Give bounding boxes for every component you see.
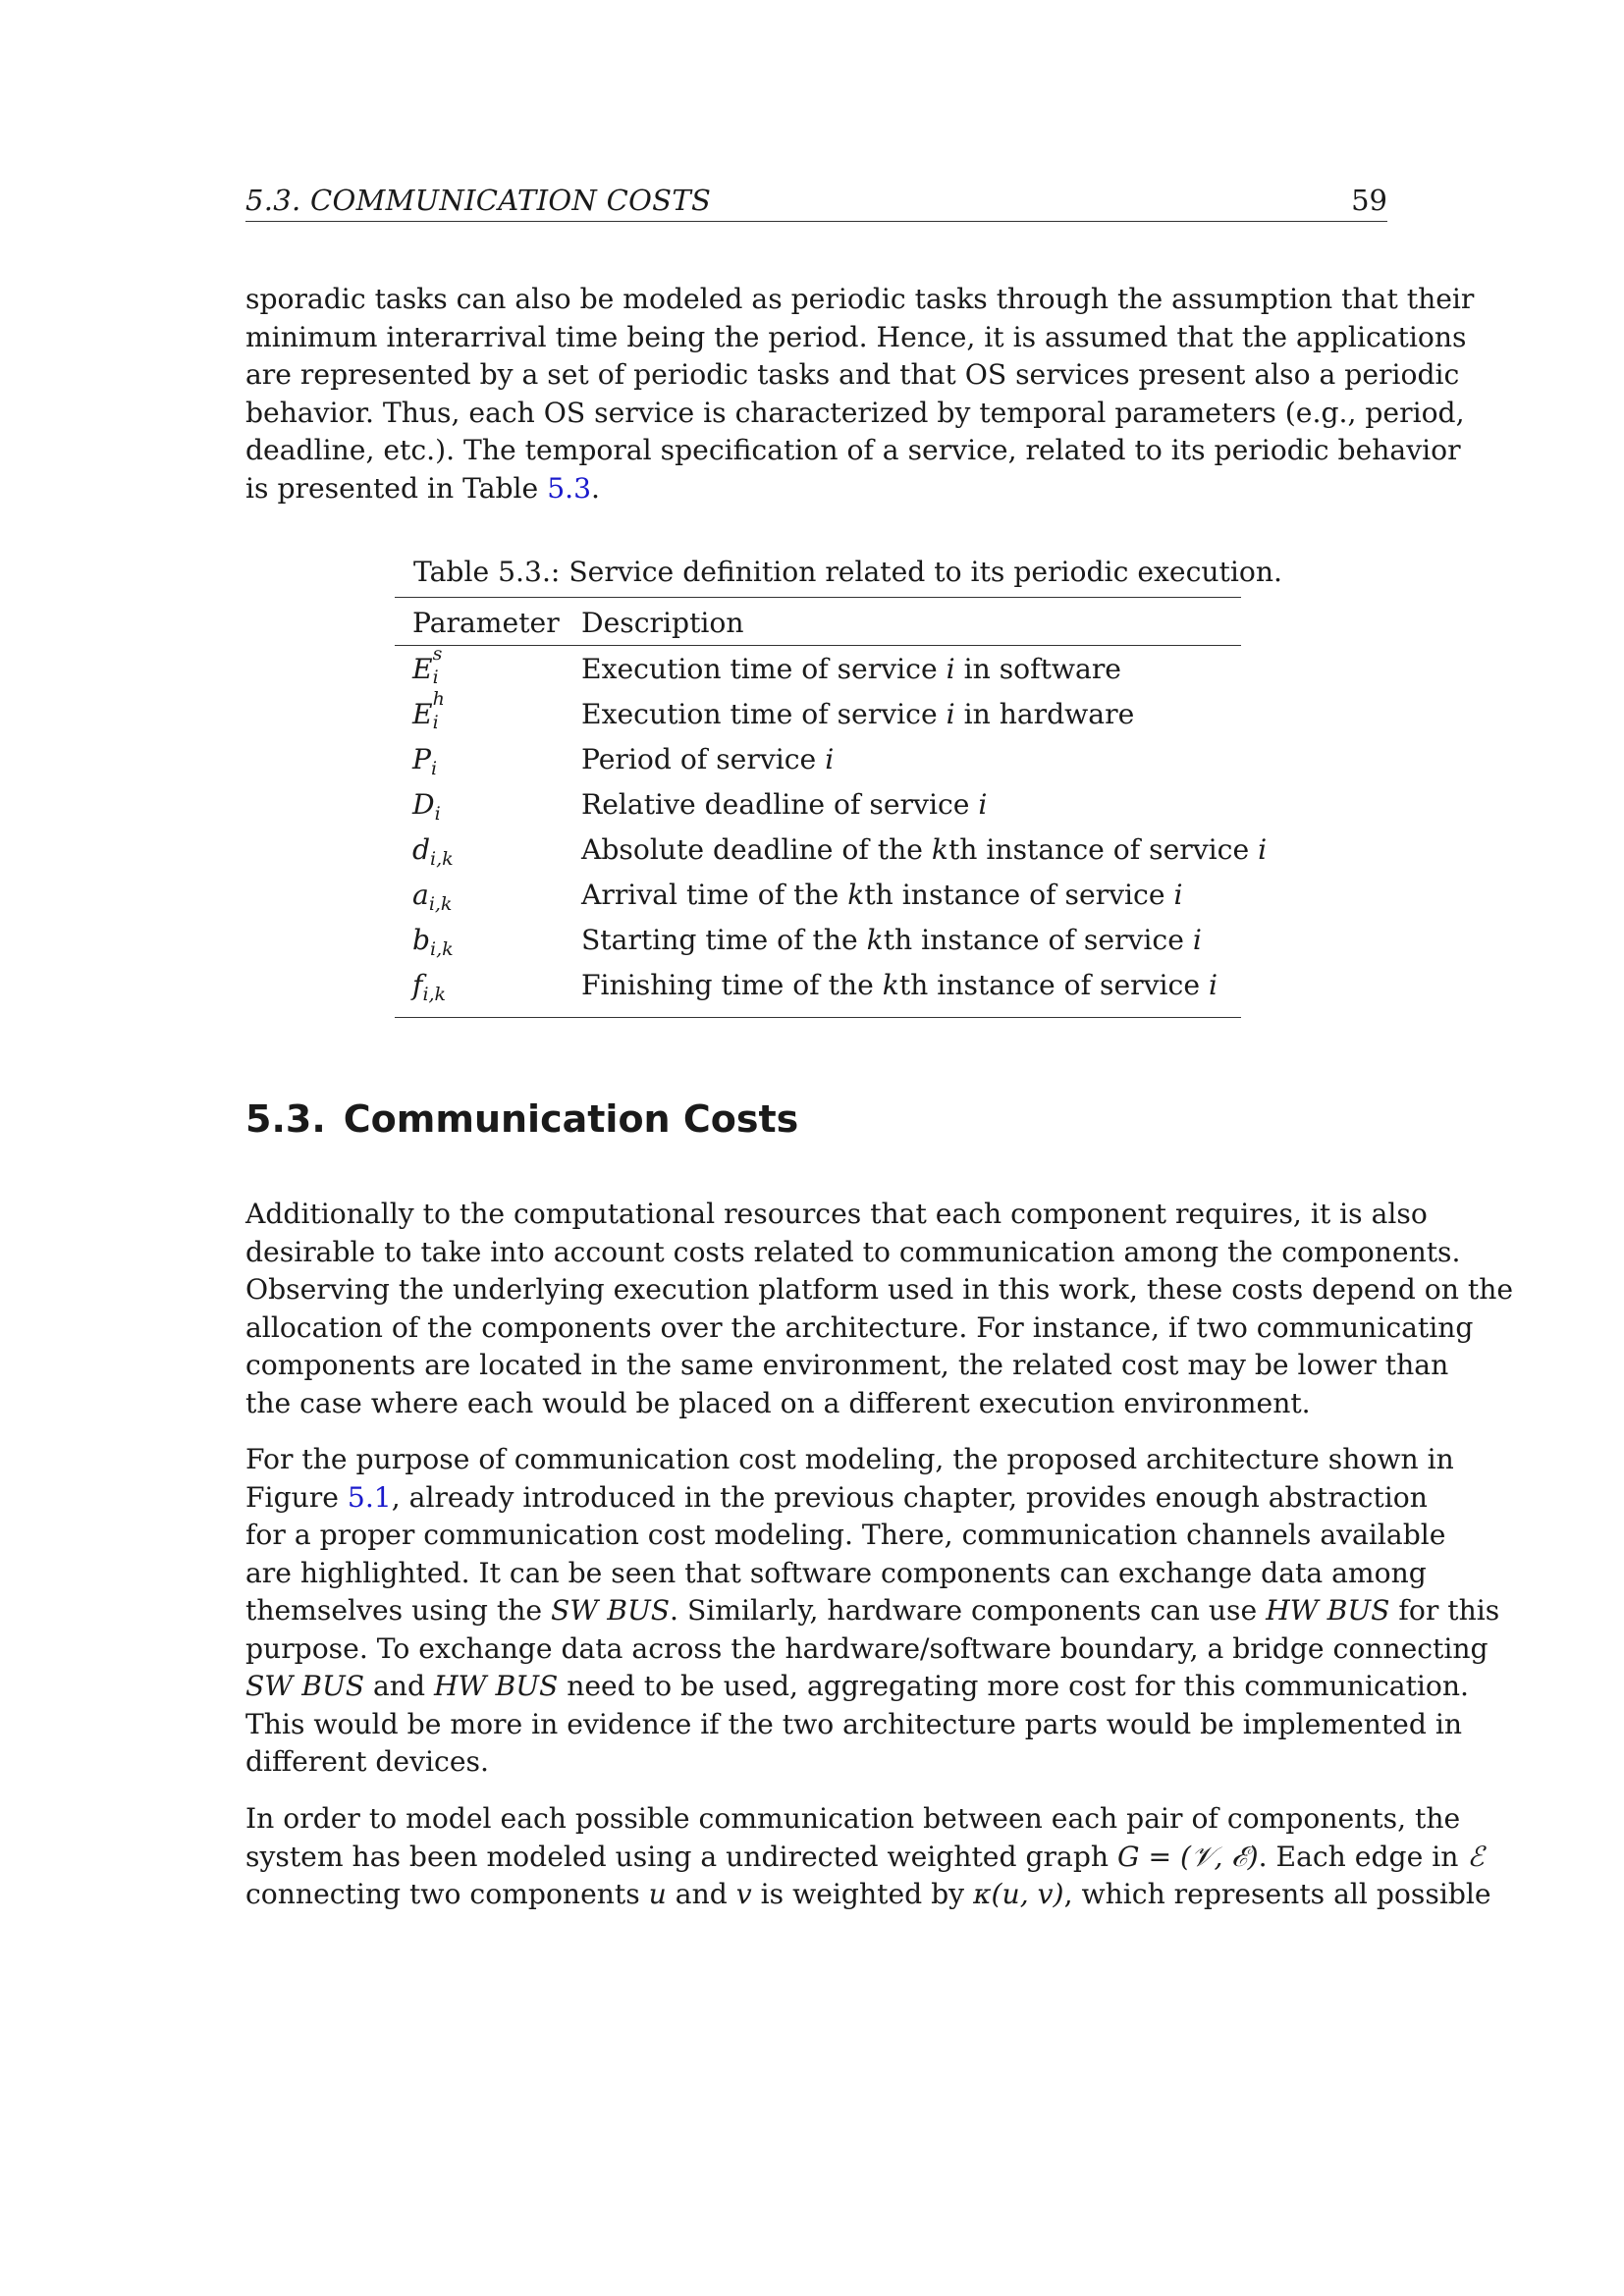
desc-math: i xyxy=(1208,969,1218,1001)
symbol-base: d xyxy=(412,833,431,866)
table-row xyxy=(395,743,1241,788)
desc-text: th instance of service xyxy=(947,833,1259,866)
text-fragment: . xyxy=(591,471,600,505)
desc-text: Execution time of service xyxy=(581,698,947,730)
emphasis-text: HW BUS xyxy=(433,1670,559,1702)
parameter-description xyxy=(581,698,1134,730)
emphasis-text: HW BUS xyxy=(1266,1594,1390,1627)
text-fragment: , already introduced in the previous chapter, provides enough abstraction xyxy=(391,1480,1428,1514)
parameter-description xyxy=(581,653,1121,685)
text-line: Additionally to the computational resources that each component requires, it is also xyxy=(245,1198,1428,1230)
desc-text: Absolute deadline of the xyxy=(581,833,932,866)
table-row xyxy=(395,879,1241,924)
symbol-base: b xyxy=(412,924,431,956)
text-line: sporadic tasks can also be modeled as periodic tasks through the assumption that their xyxy=(245,283,1475,315)
page-number: 59 xyxy=(1351,184,1387,217)
text-fragment: , which represents all possible xyxy=(1063,1878,1491,1910)
parameter-symbol xyxy=(412,833,454,870)
running-header xyxy=(245,182,1387,222)
symbol-base: a xyxy=(412,879,429,911)
text-line xyxy=(245,1839,1485,1877)
desc-math: i xyxy=(946,653,955,685)
desc-math: i xyxy=(825,743,835,775)
emphasis-text: SW BUS xyxy=(245,1670,365,1702)
desc-text: Relative deadline of service xyxy=(581,788,979,821)
table-top-rule xyxy=(395,597,1241,598)
table-caption: Table 5.3.: Service definition related to its periodic execution. xyxy=(413,556,1282,588)
text-line: purpose. To exchange data across the hardware/software boundary, a bridge connecting xyxy=(245,1631,1489,1665)
column-header-description: Description xyxy=(581,607,744,639)
symbol-base: D xyxy=(412,788,435,821)
table-bottom-rule xyxy=(395,1017,1241,1018)
text-line: In order to model each possible communication between each pair of components, the xyxy=(245,1802,1461,1835)
text-line: desirable to take into account costs related to communication among the components. xyxy=(245,1235,1461,1268)
text-line xyxy=(245,470,1387,508)
text-line: Observing the underlying execution platform used in this work, these costs depend on the xyxy=(245,1273,1514,1306)
text-fragment: and xyxy=(364,1670,434,1702)
text-fragment: . Similarly, hardware components can use xyxy=(670,1594,1267,1627)
symbol-subscript: i xyxy=(432,712,439,733)
desc-text: Starting time of the xyxy=(581,924,867,956)
math-expression: ℰ xyxy=(1467,1840,1485,1873)
text-line: For the purpose of communication cost modeling, the proposed architecture shown in xyxy=(245,1443,1454,1475)
table-row xyxy=(395,788,1241,833)
text-line: deadline, etc.). The temporal specification of a service, related to its periodic behavior xyxy=(245,434,1461,466)
paragraph-communication-resources xyxy=(245,1196,1514,1422)
parameter-description xyxy=(581,743,834,775)
desc-text: th instance of service xyxy=(883,924,1193,956)
desc-math: k xyxy=(866,924,884,956)
desc-math: k xyxy=(931,833,948,866)
table-reference-link[interactable]: 5.3 xyxy=(547,471,592,505)
text-line: the case where each would be placed on a different execution environment. xyxy=(245,1386,1311,1419)
text-fragment: for this xyxy=(1389,1594,1500,1627)
symbol-superscript: h xyxy=(432,688,445,710)
symbol-base: E xyxy=(412,653,433,685)
column-header-parameter: Parameter xyxy=(412,607,560,639)
math-variable: v xyxy=(735,1878,752,1910)
text-fragment: connecting two components xyxy=(245,1878,649,1910)
symbol-superscript: s xyxy=(432,643,443,665)
text-fragment: and xyxy=(666,1878,736,1910)
text-fragment: need to be used, aggregating more cost for this communication. xyxy=(558,1670,1469,1702)
section-title-text: Communication Costs xyxy=(343,1097,799,1141)
symbol-subscript: i xyxy=(430,758,438,779)
text-line: are highlighted. It can be seen that software components can exchange data among xyxy=(245,1556,1427,1589)
desc-text: Arrival time of the xyxy=(581,879,848,911)
paragraph-graph-model xyxy=(245,1800,1491,1914)
table-row xyxy=(395,969,1241,1014)
desc-math: i xyxy=(1173,879,1183,911)
desc-text: th instance of service xyxy=(898,969,1209,1001)
symbol-subscript: i,k xyxy=(430,848,454,870)
parameter-symbol xyxy=(412,788,441,825)
text-fragment: is weighted by xyxy=(751,1878,974,1910)
desc-text: th instance of service xyxy=(864,879,1174,911)
text-line: different devices. xyxy=(245,1745,489,1778)
text-fragment: Figure xyxy=(245,1480,348,1514)
text-line: behavior. Thus, each OS service is characterized by temporal parameters (e.g., period, xyxy=(245,396,1465,429)
parameter-description xyxy=(581,969,1218,1001)
text-line: allocation of the components over the architecture. For instance, if two communicating xyxy=(245,1310,1474,1344)
math-expression: G = (𝒱, ℰ) xyxy=(1116,1840,1259,1873)
symbol-base: f xyxy=(412,969,423,1001)
text-line: for a proper communication cost modeling. There, communication channels available xyxy=(245,1519,1446,1551)
table-row xyxy=(395,643,1241,698)
symbol-indices xyxy=(432,643,447,688)
desc-math: i xyxy=(1258,833,1268,866)
emphasis-text: SW BUS xyxy=(551,1594,671,1627)
desc-math: k xyxy=(847,879,865,911)
math-variable: u xyxy=(648,1878,667,1910)
desc-text: Period of service xyxy=(581,743,826,775)
table-header-rule xyxy=(395,645,1241,646)
symbol-base: P xyxy=(412,743,431,775)
parameter-symbol xyxy=(412,643,447,688)
parameter-symbol xyxy=(412,969,446,1005)
parameter-symbol xyxy=(412,688,447,733)
parameter-symbol xyxy=(412,879,452,915)
table-row xyxy=(395,688,1241,743)
desc-text: Finishing time of the xyxy=(581,969,883,1001)
section-heading xyxy=(245,1097,798,1141)
math-expression: κ(u, v) xyxy=(973,1878,1064,1910)
symbol-subscript: i,k xyxy=(422,984,447,1005)
table-row xyxy=(395,833,1268,879)
section-number: 5.3. xyxy=(245,1097,326,1141)
text-line xyxy=(245,1876,1491,1914)
text-line: components are located in the same environment, the related cost may be lower than xyxy=(245,1349,1449,1381)
text-fragment: is presented in Table xyxy=(245,471,548,505)
paragraph-architecture-buses xyxy=(245,1441,1500,1782)
header-section-title: 5.3. COMMUNICATION COSTS xyxy=(245,184,712,217)
text-line xyxy=(245,1592,1500,1630)
text-line: minimum interarrival time being the period. Hence, it is assumed that the applications xyxy=(245,320,1467,353)
desc-text: in software xyxy=(954,653,1121,685)
figure-reference-link[interactable]: 5.1 xyxy=(347,1480,392,1514)
parameter-description xyxy=(581,833,1267,866)
text-fragment: system has been modeled using a undirected weighted graph xyxy=(245,1840,1117,1873)
text-line xyxy=(245,1668,1469,1706)
symbol-subscript: i,k xyxy=(428,893,453,915)
table-row xyxy=(395,924,1241,969)
desc-text: in hardware xyxy=(954,698,1135,730)
text-line xyxy=(245,1479,1428,1518)
symbol-subscript: i xyxy=(434,803,441,825)
symbol-subscript: i,k xyxy=(430,938,454,960)
symbol-subscript: i xyxy=(432,667,439,688)
symbol-base: E xyxy=(412,698,433,730)
desc-math: i xyxy=(946,698,955,730)
text-fragment: themselves using the xyxy=(245,1594,551,1627)
parameter-symbol xyxy=(412,924,454,960)
parameter-description xyxy=(581,924,1202,956)
parameter-description xyxy=(581,879,1183,911)
desc-math: i xyxy=(978,788,988,821)
text-fragment: . Each edge in xyxy=(1258,1840,1468,1873)
text-line: This would be more in evidence if the two architecture parts would be implemented in xyxy=(245,1707,1463,1740)
symbol-indices xyxy=(432,688,447,733)
text-line: are represented by a set of periodic tasks and that OS services present also a periodic xyxy=(245,358,1460,391)
parameter-symbol xyxy=(412,743,437,779)
desc-text: Execution time of service xyxy=(581,653,947,685)
desc-math: k xyxy=(882,969,899,1001)
intro-paragraph xyxy=(245,281,1475,507)
parameter-description xyxy=(581,788,987,821)
desc-math: i xyxy=(1192,924,1202,956)
